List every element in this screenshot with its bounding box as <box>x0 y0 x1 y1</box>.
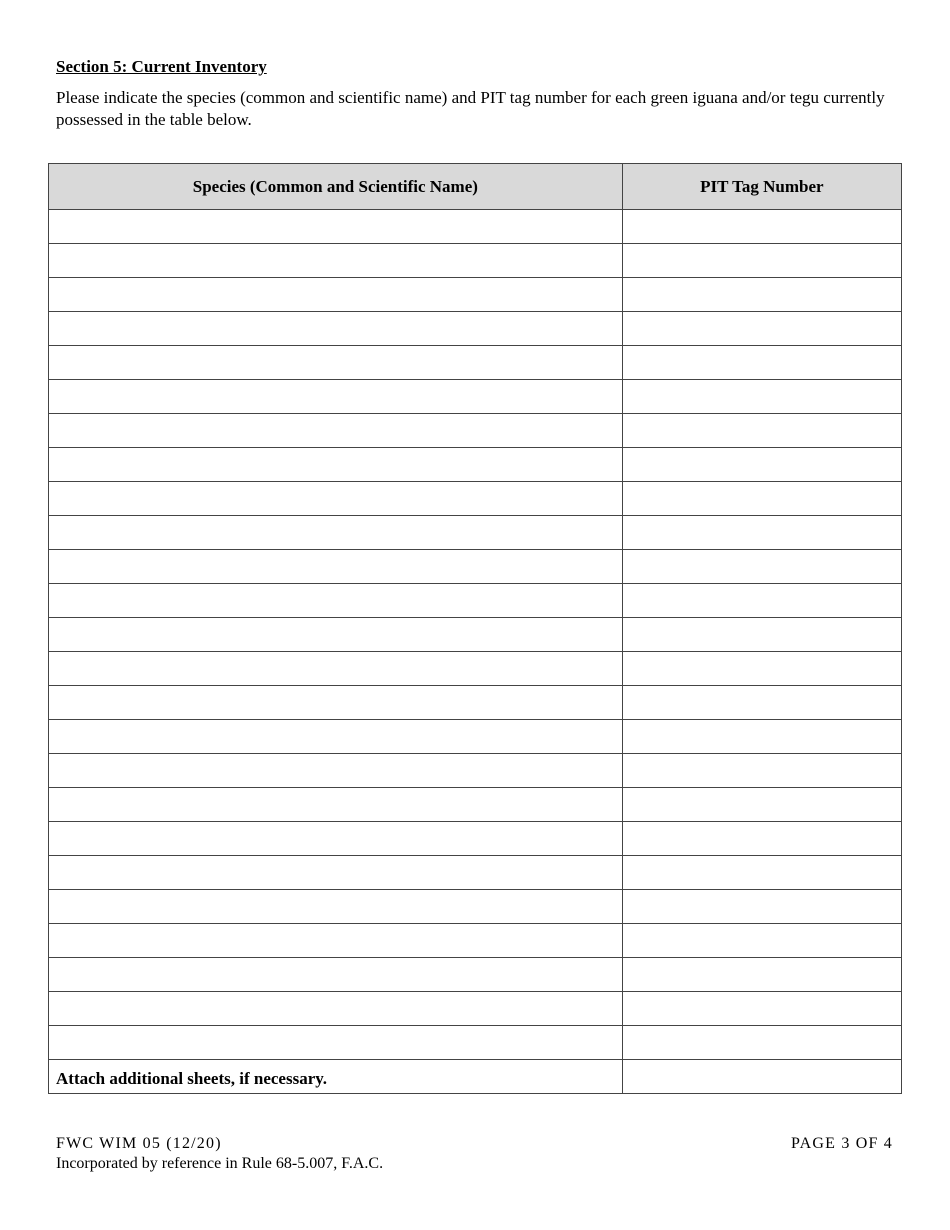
pit-tag-cell[interactable] <box>622 244 901 278</box>
pit-tag-cell[interactable] <box>622 754 901 788</box>
table-row <box>49 448 902 482</box>
species-cell[interactable] <box>49 550 623 584</box>
species-cell[interactable] <box>49 516 623 550</box>
pit-tag-cell[interactable] <box>622 652 901 686</box>
species-cell[interactable] <box>49 992 623 1026</box>
species-cell[interactable] <box>49 278 623 312</box>
table-row <box>49 550 902 584</box>
inventory-table <box>48 163 902 1094</box>
table-row <box>49 754 902 788</box>
instructions-text: Please indicate the species (common and scientific name) and PIT tag number for each green iguana and/or tegu currently possessed in the table below. <box>56 88 885 129</box>
pit-tag-cell[interactable] <box>622 312 901 346</box>
species-cell[interactable] <box>49 618 623 652</box>
species-column-header: Species (Common and Scientific Name) <box>49 164 623 210</box>
species-cell[interactable] <box>49 414 623 448</box>
pit-tag-cell[interactable] <box>622 278 901 312</box>
pit-tag-cell[interactable] <box>622 788 901 822</box>
pit-tag-cell[interactable] <box>622 482 901 516</box>
pit-tag-cell[interactable] <box>622 958 901 992</box>
table-row <box>49 822 902 856</box>
species-cell[interactable] <box>49 244 623 278</box>
pit-tag-cell[interactable] <box>622 210 901 244</box>
species-cell[interactable] <box>49 210 623 244</box>
species-cell[interactable] <box>49 448 623 482</box>
species-cell[interactable] <box>49 482 623 516</box>
pit-tag-cell[interactable] <box>622 618 901 652</box>
table-row <box>49 414 902 448</box>
species-cell[interactable] <box>49 1026 623 1060</box>
table-row <box>49 210 902 244</box>
pit-tag-cell[interactable] <box>622 822 901 856</box>
pit-tag-cell[interactable] <box>622 924 901 958</box>
species-cell[interactable] <box>49 686 623 720</box>
table-row <box>49 618 902 652</box>
table-row <box>49 312 902 346</box>
table-row <box>49 346 902 380</box>
pit-tag-cell[interactable] <box>622 414 901 448</box>
species-cell[interactable] <box>49 720 623 754</box>
species-cell[interactable] <box>49 346 623 380</box>
table-row <box>49 890 902 924</box>
attach-note: Attach additional sheets, if necessary. <box>56 1069 328 1088</box>
table-row <box>49 720 902 754</box>
table-row <box>49 244 902 278</box>
table-row <box>49 584 902 618</box>
table-row <box>49 958 902 992</box>
table-row <box>49 924 902 958</box>
pit-tag-cell[interactable] <box>622 448 901 482</box>
species-cell[interactable] <box>49 312 623 346</box>
table-header-row <box>49 164 902 210</box>
pit-tag-cell[interactable] <box>622 992 901 1026</box>
table-row <box>49 516 902 550</box>
pit-tag-cell[interactable] <box>622 856 901 890</box>
inventory-table-body <box>49 210 902 1094</box>
table-row <box>49 278 902 312</box>
pit-tag-cell[interactable] <box>622 584 901 618</box>
species-cell[interactable] <box>49 856 623 890</box>
species-cell[interactable] <box>49 788 623 822</box>
pit-tag-cell[interactable] <box>622 686 901 720</box>
pit-tag-cell[interactable] <box>622 516 901 550</box>
pit-tag-cell[interactable] <box>622 1060 901 1094</box>
form-id: FWC WIM 05 (12/20) <box>56 1135 222 1152</box>
table-row <box>49 652 902 686</box>
table-row <box>49 992 902 1026</box>
pit-tag-cell[interactable] <box>622 890 901 924</box>
species-cell[interactable] <box>49 958 623 992</box>
rule-reference: Incorporated by reference in Rule 68-5.007, F.A.C. <box>56 1155 384 1172</box>
page-number: PAGE 3 OF 4 <box>791 1135 893 1152</box>
table-row <box>49 1026 902 1060</box>
pit-tag-cell[interactable] <box>622 550 901 584</box>
species-cell[interactable] <box>49 754 623 788</box>
table-row <box>49 856 902 890</box>
table-row <box>49 788 902 822</box>
species-cell[interactable] <box>49 822 623 856</box>
pit-tag-column-header: PIT Tag Number <box>622 164 901 210</box>
table-row <box>49 482 902 516</box>
pit-tag-cell[interactable] <box>622 346 901 380</box>
species-cell[interactable] <box>49 890 623 924</box>
table-row <box>49 686 902 720</box>
species-cell[interactable] <box>49 584 623 618</box>
pit-tag-cell[interactable] <box>622 720 901 754</box>
table-row <box>49 380 902 414</box>
species-cell[interactable] <box>49 380 623 414</box>
pit-tag-cell[interactable] <box>622 1026 901 1060</box>
section-heading: Section 5: Current Inventory <box>56 57 267 76</box>
pit-tag-cell[interactable] <box>622 380 901 414</box>
species-cell[interactable] <box>49 924 623 958</box>
species-cell[interactable] <box>49 652 623 686</box>
